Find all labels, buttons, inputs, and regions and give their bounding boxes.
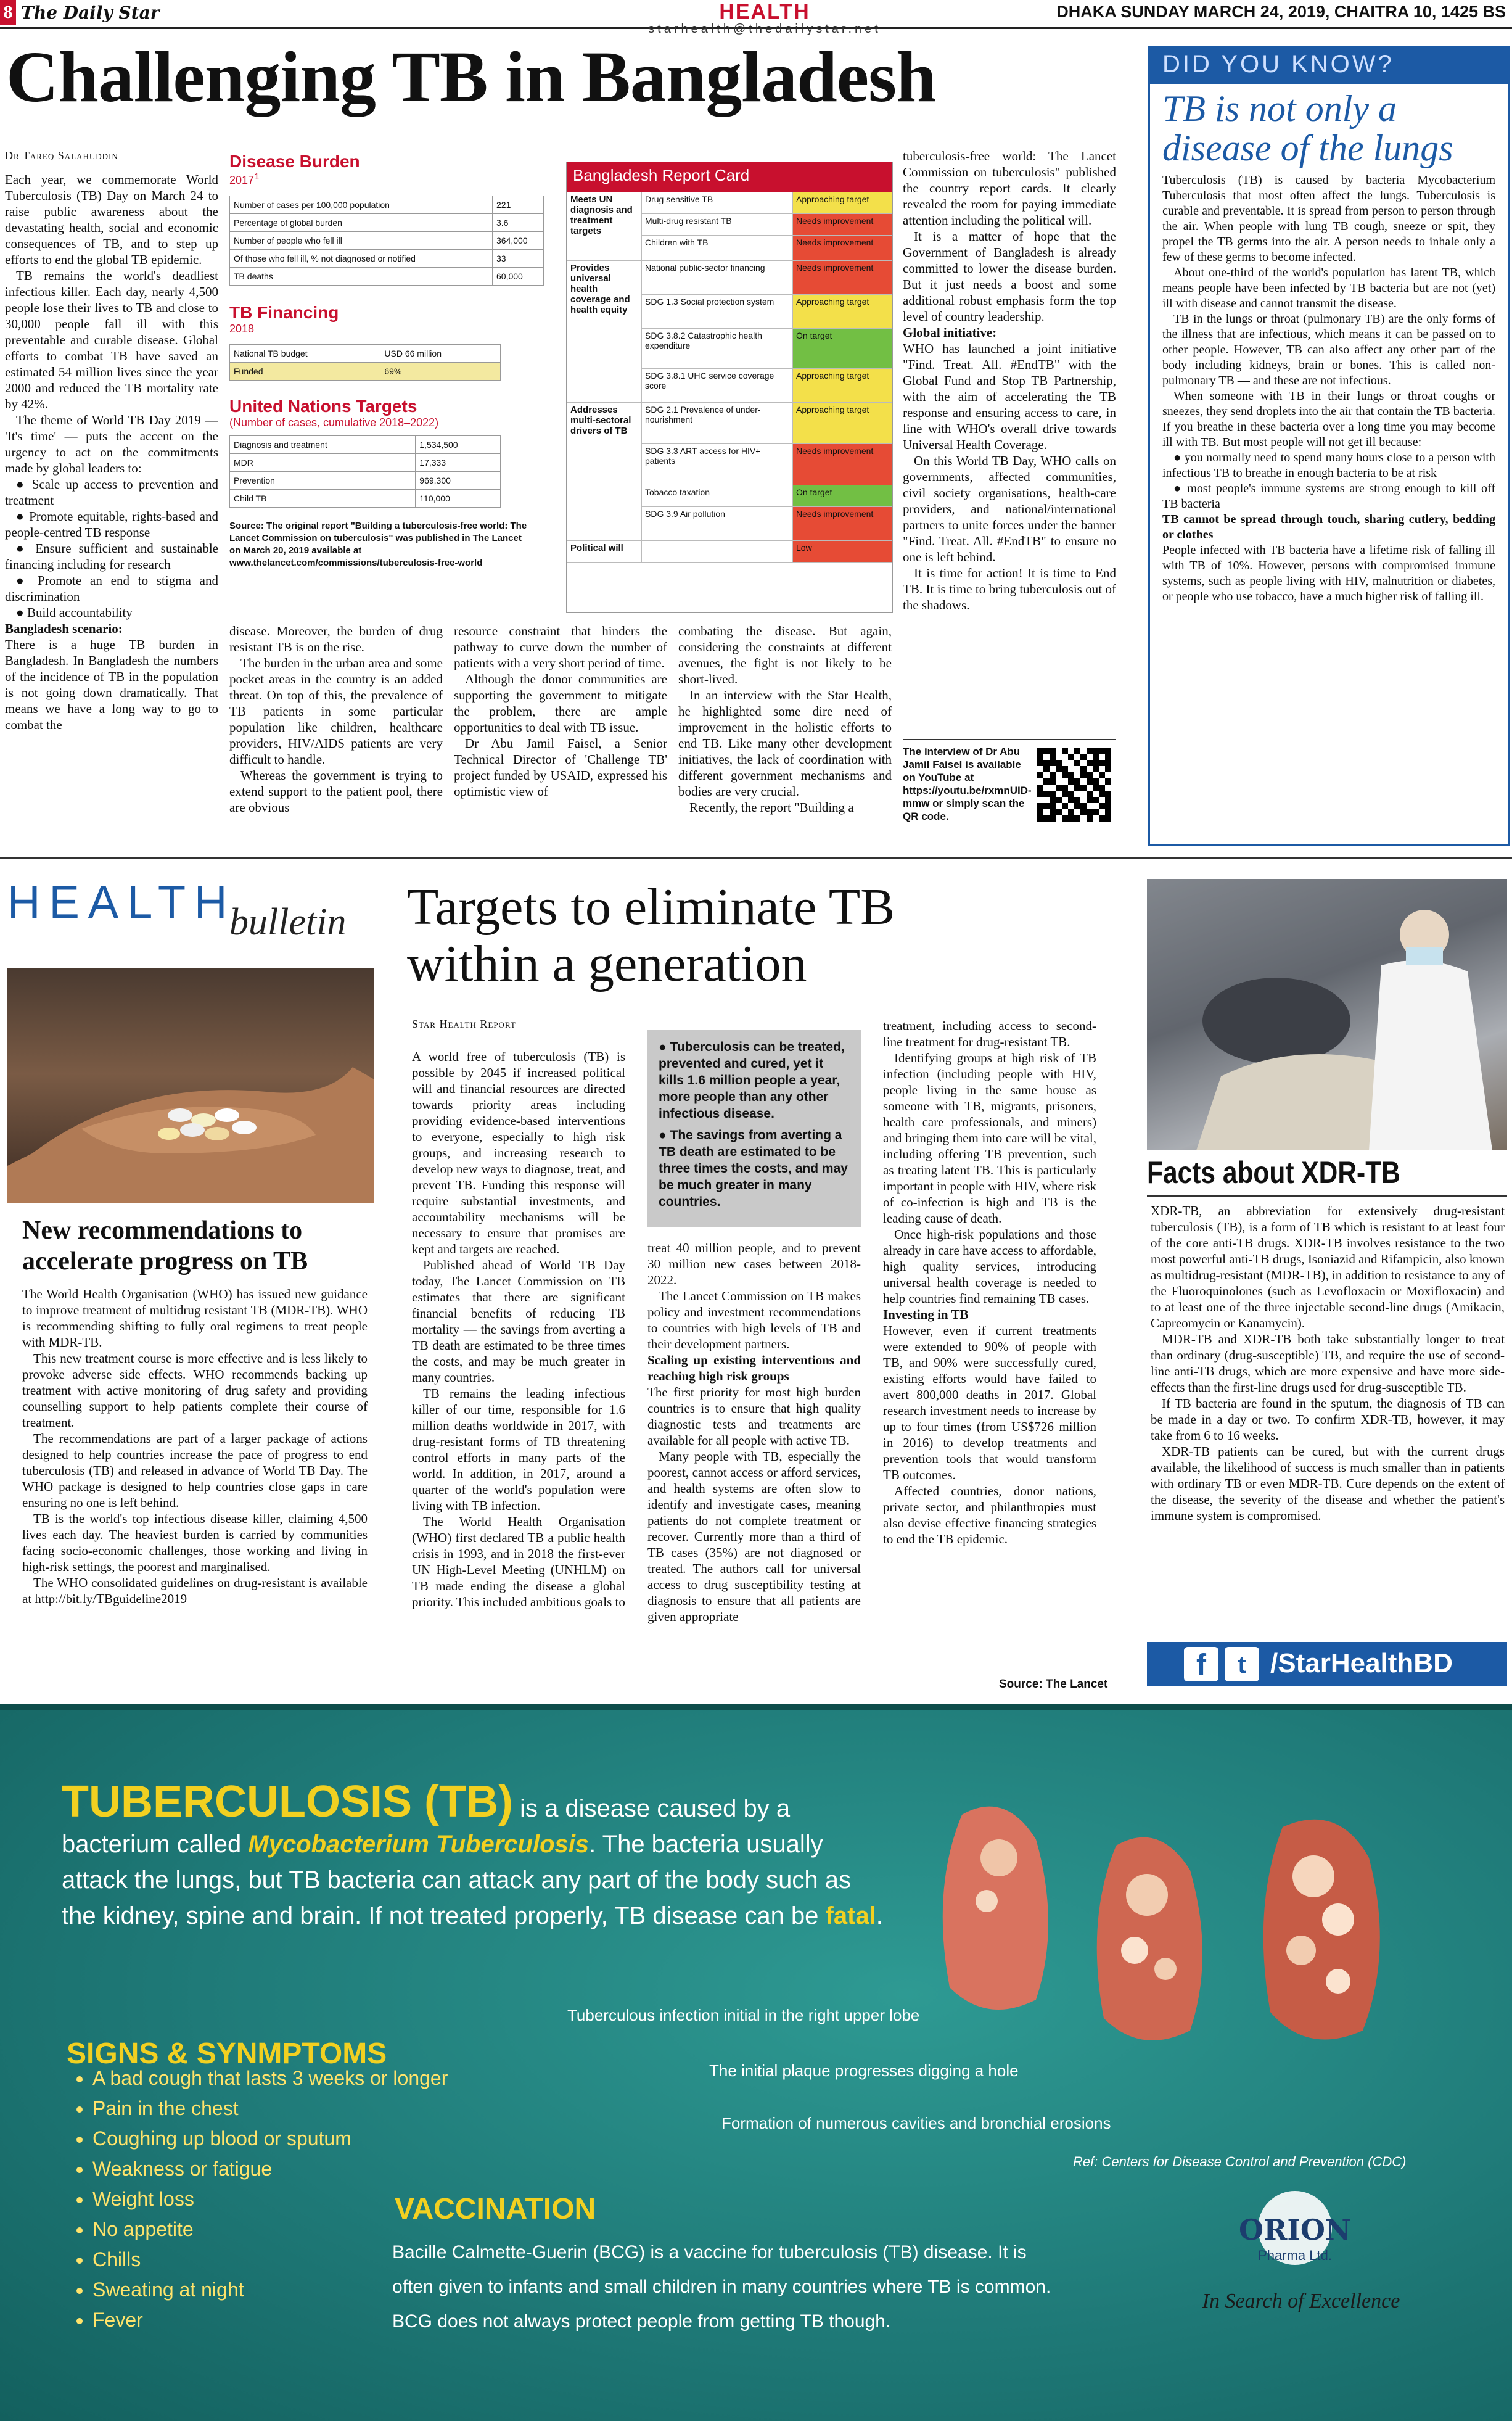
subheading: Global initiative: (903, 325, 997, 340)
box-subtitle: (Number of cases, cumulative 2018–2022) (229, 416, 439, 429)
paragraph: The burden in the urban area and some pocket areas in the country is an added threat. On top of this, the prevalence of TB patients in some particular population like children, healthcare providers, HIV/AIDS patients are very difficult to handle. (229, 656, 443, 767)
un-targets-table (229, 435, 501, 508)
list-item: • Pain in the chest (92, 2098, 448, 2119)
emphasis-text: TB cannot be spread through touch, sharing cutlery, bedding or clothes (1162, 513, 1495, 542)
bullet-item: Promote equitable, rights-based and people-centred TB response (5, 509, 218, 540)
paragraph: treatment, including access to second-line treatment for drug-resistant TB. (883, 1018, 1096, 1049)
paragraph: When someone with TB in their lungs or throat coughs or sneezes, they send droplets into the air that contain the TB bacteria. If you breathe in these bacteria over a long time you may become ill with TB. But most people will not get ill because: (1162, 389, 1496, 449)
brand-sub: Pharma Ltd. (1258, 2248, 1332, 2263)
table-row: Number of cases per 100,000 population 221 (230, 196, 544, 214)
pills-in-hand-photo (7, 968, 374, 1203)
qr-code-icon[interactable] (1037, 748, 1111, 822)
main-col-3 (454, 623, 667, 845)
list-item: • Weight loss (92, 2188, 448, 2209)
source-note: Source: The original report "Building a tuberculosis-free world: The Lancet Commission on tuberculosis" was published in The Lancet on March 20, 2019 available at www.thelancet.com/commissions/tuberculosis-free-world (229, 521, 527, 568)
main-col-2 (229, 623, 443, 845)
paragraph: About one-third of the world's population has latent TB, which means people have been infected by TB bacteria but are not (yet) ill with disease and cannot transmit the disease. (1162, 266, 1495, 310)
paragraph: Although the donor communities are supporting the government to mitigate the problem, there are ample opportunities to deal with TB issue. (454, 672, 667, 735)
paragraph: XDR-TB, an abbreviation for extensively drug-resistant tuberculosis (TB), is a form of TB which is resistant to at least four of the core anti-TB drugs. XDR-TB involves resistance to the two most powerful anti-TB drugs, Isoniazid and Rifampicin, also known as multidrug-resistant (MDR-TB), in addition to resistance to any of the Fluoroquinolones (such as Levofloxacin or Moxifloxacin) and to at least one of the three injectable second-line drugs (Amikacin, Capreomycin or Kanamycin). (1151, 1203, 1505, 1330)
table-row: Prevention 969,300 (230, 472, 501, 490)
subheading: Bangladesh scenario: (5, 621, 123, 636)
box-title: Disease Burden (229, 152, 360, 171)
disease-burden-box (229, 152, 553, 614)
table-row: Percentage of global burden 3.6 (230, 214, 544, 232)
bulletin-logo-sub: bulletin (229, 901, 347, 943)
lung-icon (1263, 1820, 1380, 2040)
brand-tagline: In Search of Excellence (1202, 2290, 1400, 2312)
paragraph: MDR-TB and XDR-TB both take substantially longer to treat than ordinary (drug-susceptible) TB, and require the use of second-line anti-TB drugs, which are more expensive and have more side-effects than the first-line drugs used for drug-susceptible TB. (1151, 1332, 1505, 1395)
paragraph: Recently, the report "Building a (689, 800, 854, 815)
paragraph: TB in the lungs or throat (pulmonary TB) are the only forms of the illness that are infectious, which means it can be passed on to other people. However, TB can also affect any other part of the body including kidneys, brain or bones. This is called non-pulmonary TB — and these are not infectious. (1162, 312, 1495, 387)
xdr-title: Facts about XDR-TB (1147, 1155, 1400, 1190)
bullet-item: Promote an end to stigma and discrimination (5, 573, 218, 604)
targets-headline: Targets to eliminate TB within a generation (407, 878, 895, 992)
paragraph: Dr Abu Jamil Faisel, a Senior Technical Director of 'Challenge TB' project funded by USAID, expressed his optimistic view of (454, 736, 667, 799)
paragraph: combating the disease. But again, considering the constraints at different avenues, the fight is not likely to be short-lived. (678, 624, 892, 687)
table-row: Of those who fell ill, % not diagnosed or notified 33 (230, 250, 544, 268)
bulletin-title: New recommendations to accelerate progress on TB (22, 1216, 308, 1276)
subheading: Investing in TB (883, 1307, 969, 1322)
list-item: • Sweating at night (92, 2279, 448, 2300)
list-item: • Chills (92, 2249, 448, 2270)
table-row: Multi-drug resistant TB Needs improvement (567, 214, 892, 236)
lung-icon (943, 1807, 1048, 2010)
ad-title: TUBERCULOSIS (TB) (62, 1777, 513, 1826)
paragraph: There is a huge TB burden in Bangladesh. In Bangladesh the numbers of the incidence of TB in the population is not going down dramatically. That means we have a long way to go to combat the (5, 637, 218, 732)
bullet-item: you normally need to spend many hours close to a person with infectious TB to breathe in enough bacteria to be at risk (1162, 451, 1495, 480)
table-row: SDG 1.3 Social protection system Approaching target (567, 295, 892, 329)
bullet-item: most people's immune systems are strong enough to kill off TB bacteria (1162, 482, 1495, 511)
highlight-item: The savings from averting a TB death are estimated to be three times the costs, and may be much greater in many countries. (659, 1128, 848, 1209)
xdr-body (1151, 1203, 1505, 1598)
subheading: Scaling up existing interventions and reaching high risk groups (647, 1353, 861, 1384)
bulletin-logo: HEALTH (7, 876, 236, 928)
paragraph: Whereas the government is trying to extend support to the patient pool, there are obvious (229, 768, 443, 815)
financing-table (229, 344, 501, 381)
paragraph: It is a matter of hope that the Government of Bangladesh is already committed to lower the disease burden. But it just needs a boost and some additional robust emphasis form the top level of country leadership. (903, 229, 1116, 324)
list-item: • Coughing up blood or sputum (92, 2128, 448, 2149)
paragraph: This new treatment course is more effective and is less likely to provoke adverse side effects. WHO recommends backing up treatment with active monitoring of drug safety and providing counselling support to help patients complete their course of treatment. (22, 1351, 368, 1430)
paragraph: TB remains the world's deadliest infectious killer. Each day, nearly 4,500 people lose their lives to TB and close to 30,000 people fall ill with this preventable and curable disease. Global efforts to combat TB have saved an estimated 54 million lives since the year 2000 and reduced the TB mortality rate by 42%. (5, 268, 218, 411)
table-row: National TB budget USD 66 million (230, 345, 501, 363)
table-row: Tobacco taxation On target (567, 485, 892, 507)
table-row: TB deaths 60,000 (230, 268, 544, 286)
signs-list (62, 2068, 448, 2340)
bullet-item: Ensure sufficient and sustainable financing including for research (5, 541, 218, 572)
bullet-item: Build accountability (27, 605, 133, 620)
box-title: TB Financing (229, 303, 339, 322)
vaccination-text: Bacille Calmette-Guerin (BCG) is a vaccine for tuberculosis (TB) disease. It is often given to infants and small children in many countries where TB is common. BCG does not always protect people from getting TB though. (392, 2242, 1051, 2332)
paragraph: treat 40 million people, and to prevent 30 million new cases between 2018-2022. (647, 1240, 861, 1287)
table-row: SDG 3.8.1 UHC service coverage score Approaching target (567, 369, 892, 403)
paragraph: It is time for action! It is time to End TB. It is time to bring tuberculosis out of the shadows. (903, 566, 1116, 612)
footnote: 1 (254, 171, 260, 182)
targets-byline: Star Health Report (412, 1018, 516, 1030)
main-byline: Dr Tareq Salahuddin (5, 149, 118, 162)
divider (1147, 1195, 1507, 1197)
paragraph: TB remains the leading infectious killer of our time, responsible for 1.6 million deaths worldwide in 2017, with drug-resistant forms of TB threatening control efforts in many parts of the world. In addition, in 2017, around a quarter of the world's population were living with TB infection. (412, 1386, 625, 1513)
dateline: DHAKA SUNDAY MARCH 24, 2019, CHAITRA 10, 1425 BS (1056, 2, 1506, 21)
lung-caption: Tuberculous infection initial in the right upper lobe (567, 2006, 920, 2024)
paragraph: tuberculosis-free world: The Lancet Commission on tuberculosis" published the country report cards. It clearly revealed the room for paying immediate attention including the political will. (903, 149, 1116, 228)
paragraph: The Lancet Commission on TB makes policy and investment recommendations to countries with high levels of TB and their development partners. (647, 1289, 861, 1351)
paragraph: The WHO consolidated guidelines on drug-resistant is available at http://bit.ly/TBguideline2019 (22, 1575, 368, 1606)
paragraph: disease. Moreover, the burden of drug resistant TB is on the rise. (229, 624, 443, 654)
lungs-illustration (913, 1765, 1505, 2086)
box-year: 2017 (229, 174, 255, 186)
sidebar-title: TB is not only a disease of the lungs (1162, 88, 1453, 168)
table-row: SDG 3.3 ART access for HIV+ patients Needs improvement (567, 444, 892, 485)
paragraph: Each year, we commemorate World Tuberculosis (TB) Day on March 24 to raise public awareness about the devastating health, social and economic consequences of TB, and to step up efforts to end the global TB epidemic. (5, 172, 218, 267)
highlight-item: Tuberculosis can be treated, prevented and cured, yet it kills 1.6 million people a year, more people than any other infectious disease. (659, 1040, 845, 1121)
paragraph: Many people with TB, especially the poorest, cannot access or afford services, and health systems are often slow to identify and investigate cases, meaning patients do not complete treatment or recover. Currently more than a third of TB cases (35%) are not diagnosed or treated. The authors call for universal access to drug susceptibility testing at diagnosis to ensure that all patients are given appropriate (647, 1449, 861, 1624)
box-year: 2018 (229, 323, 255, 335)
section-divider (0, 857, 1512, 859)
social-banner[interactable] (1147, 1642, 1507, 1686)
list-item: • A bad cough that lasts 3 weeks or longer (92, 2068, 448, 2089)
paragraph: TB is the world's top infectious disease killer, claiming 4,500 lives each day. The heaviest burden is carried by communities facing socio-economic challenges, those working and living in high-risk settings, the poorest and marginalised. (22, 1511, 368, 1574)
lung-caption: The initial plaque progresses digging a hole (709, 2061, 1019, 2080)
reference-note: Ref: Centers for Disease Control and Prevention (CDC) (1073, 2154, 1407, 2169)
paragraph: XDR-TB patients can be cured, but with the current drugs available, the likelihood of success is much smaller than in patients with ordinary TB or even MDR-TB. Cure depends on the extent of the disease, the severity of the disease and whether the patient's immune system is compromised. (1151, 1444, 1505, 1523)
targets-col-1 (412, 1049, 625, 1696)
section-email: starhealth@thedailystar.net (648, 22, 881, 36)
targets-source: Source: The Lancet (999, 1678, 1108, 1691)
interview-box (903, 739, 1116, 845)
paragraph: The first priority for most high burden countries is to ensure that high quality diagnostic tests and treatments are available for all people with active TB. (647, 1385, 861, 1448)
facebook-icon[interactable]: f (1184, 1647, 1218, 1681)
did-you-know-sidebar: DID YOU KNOW? TB is not only a disease of the lungs Tuberculosis (TB) is caused by bacteria Mycobacterium Tuberculosis that most often affect the lungs. Tuberculosis is curable and preventable. It is spread from person to person through the air. When people with lung TB cough, sneeze or spit, they propel the TB germs into the air. A person needs to inhale only a few of these germs to become infected. About one-third of the world's population has latent TB, which means people have been infected by TB bacteria but are not (yet) ill with disease and cannot transmit the disease. TB in the lungs or throat (pulmonary TB) are the only forms of the illness that are infectious, which means it can be passed on to other people. However, TB can also affect any other part of the body including kidneys, brain or bones. This is called non-pulmonary TB — and these are not infectious. When someone with TB in their lungs or throat coughs or sneezes, they send droplets into the air that contain the TB bacteria. If you breathe in these bacteria over a long time you may become ill with TB. But most people will not get ill because: ● you normally need to spend many hours close to a person with infectious TB to breathe in enough bacteria to be at risk ● most people's immune systems are strong enough to kill off TB bacteria TB cannot be spread through touch, sharing cutlery, bedding or clothes People infected with TB bacteria have a lifetime risk of falling ill with TB of 10%. However, persons with compromised immune systems, such as people living with HIV, malnutrition or diabetes, or people who use tobacco, have a much higher risk of falling ill. (1148, 46, 1510, 846)
table-row: SDG 3.8.2 Catastrophic health expenditure On target (567, 329, 892, 369)
report-card-title: Bangladesh Report Card (567, 162, 892, 192)
paragraph: Tuberculosis (TB) is caused by bacteria Mycobacterium Tuberculosis that most often affect the lungs. Tuberculosis is curable and preventable. It is spread from person to person through the air. When people with lung TB cough, sneeze or spit, they propel the TB germs into the air. A person needs to inhale only a few of these germs to become infected. (1162, 173, 1495, 264)
table-row: Children with TB Needs improvement (567, 236, 892, 261)
highlight-box: ● Tuberculosis can be treated, prevented and cured, yet it kills 1.6 million people a year, more people than any other infectious disease. ● The savings from averting a TB death are estimated to be three times the costs, and may be much greater in many countries. (647, 1030, 861, 1227)
paragraph: The theme of World TB Day 2019 — 'It's time' — puts the accent on the urgency to act on the commitments made by global leaders to: (5, 413, 218, 476)
box-title: United Nations Targets (229, 397, 417, 416)
burden-table (229, 196, 544, 286)
main-col-4 (678, 623, 892, 845)
table-row: Provides universal health coverage and health equity National public-sector financing Needs improvement (567, 261, 892, 295)
table-row: Diagnosis and treatment 1,534,500 (230, 436, 501, 454)
paragraph: In an interview with the Star Health, he highlighted some dire need of improvement in the holistic efforts to end TB. Like many other development initiatives, the lack of coordination with different government mechanisms and bodies are very crucial. (678, 688, 892, 799)
main-col-5 (903, 148, 1116, 734)
list-item: • Weakness or fatigue (92, 2158, 448, 2179)
page-number: 8 (0, 0, 16, 25)
paragraph: Published ahead of World TB Day today, The Lancet Commission on TB estimates that there are significant financial benefits of reducing TB mortality — the savings from averting a TB death are estimated to be three times the costs, and may be much greater in many countries. (412, 1258, 625, 1385)
paragraph: Identifying groups at high risk of TB infection (including people with HIV, people living in the same house as someone with TB, migrants, prisoners, health care professionals, and miners) and bringing them into care will be vital, including offering TB prevention, such as treating latent TB. This is particularly important in people with HIV, where risk of co-infection is high and TB is the leading cause of death. (883, 1050, 1096, 1226)
main-col-1: Each year, we commemorate World Tuberculosis (TB) Day on March 24 to raise public awareness about the devastating health, social and economic consequences of TB, and to step up efforts to end the global TB epidemic. TB remains the world's deadliest infectious killer. Each day, nearly 4,500 people lose their lives to TB and close to 30,000 people fall ill with this preventable and curable disease. Global efforts to combat TB have saved an estimated 54 million lives since the year 2000 and reduced the TB mortality rate by 42%. The theme of World TB Day 2019 — 'It's time' — puts the accent on the urgency to act on the commitments made by global leaders to: ● Scale up access to prevention and treatment ● Promote equitable, rights-based and people-centred TB response ● Ensure sufficient and sustainable financing including for research ● Promote an end to stigma and discrimination ● Build accountability Bangladesh scenario: There is a huge TB burden in Bangladesh. In Bangladesh the numbers of the incidence of TB in the population is not going down dramatically. That means we have a long way to go to combat the (5, 172, 218, 732)
table-row: Meets UN diagnosis and treatment targets Drug sensitive TB Approaching target (567, 192, 892, 214)
targets-col-2 (647, 1240, 861, 1696)
signs-title: SIGNS & SYNMPTOMS (67, 2037, 387, 2070)
table-row: Number of people who fell ill 364,000 (230, 232, 544, 250)
vaccination-title: VACCINATION (395, 2193, 596, 2225)
orion-logo (1190, 2191, 1400, 2271)
paragraph: Once high-risk populations and those already in care have access to affordable, high quality services, introducing universal health coverage is needed to help countries find remaining TB cases. (883, 1227, 1096, 1306)
list-item: • No appetite (92, 2219, 448, 2240)
bullet-item: Scale up access to prevention and treatment (5, 477, 218, 508)
list-item: • Fever (92, 2309, 448, 2330)
paragraph: resource constraint that hinders the pathway to curve down the number of patients with a very short period of time. (454, 624, 667, 670)
table-row: Political will Low (567, 541, 892, 563)
sidebar-label: DID YOU KNOW? (1150, 48, 1508, 84)
bulletin-body (22, 1286, 368, 1681)
section-name: HEALTH (719, 0, 810, 23)
brand-name: ORION (1239, 2213, 1351, 2246)
interview-note[interactable]: The interview of Dr Abu Jamil Faisel is available on YouTube at https://youtu.be/rxmnUID-mmw or simply scan the QR code. (903, 746, 1032, 822)
table-row: Funded 69% (230, 363, 501, 381)
table-row: Child TB 110,000 (230, 490, 501, 508)
paragraph: If TB bacteria are found in the sputum, the diagnosis of TB can be made in a day or two. To confirm XDR-TB, however, it may take from 6 to 16 weeks. (1151, 1396, 1505, 1443)
table-row: Addresses multi-sectoral drivers of TB SDG 2.1 Prevalence of under-nourishment Approaching target (567, 403, 892, 444)
paragraph: The World Health Organisation (WHO) first declared TB a public health crisis in 1993, and in 2018 the first-ever UN High-Level Meeting (UNHLM) on TB made ending the disease a global priority. This included ambitious goals to (412, 1514, 625, 1609)
twitter-icon[interactable]: t (1225, 1647, 1259, 1681)
main-headline: Challenging TB in Bangladesh (6, 36, 936, 117)
paragraph: The recommendations are part of a larger package of actions designed to help countries increase the pace of progress to end tuberculosis (TB) and released in advance of World TB Day. The WHO package is designed to help countries close gaps in care ensuring no one is left behind. (22, 1431, 368, 1510)
table-row: SDG 3.9 Air pollution Needs improvement (567, 507, 892, 541)
paragraph: WHO has launched a joint initiative "Find. Treat. All. #EndTB" with the Global Fund and Stop TB Partnership, with the aim of accelerating the TB response and ensuring access to care, in line with WHO's overall drive towards Universal Health Coverage. (903, 341, 1116, 452)
masthead-logo: The Daily Star (21, 2, 160, 23)
social-handle[interactable]: /StarHealthBD (1270, 1648, 1453, 1678)
table-row: MDR 17,333 (230, 454, 501, 472)
targets-col-3 (883, 1018, 1096, 1675)
report-card (566, 162, 893, 613)
ad-intro: TUBERCULOSIS (TB) is a disease caused by a bacterium called Mycobacterium Tuberculosis. The bacteria usually attack the lungs, but TB bacteria can attack any part of the body such as the kidney, spine and brain. If not treated properly, TB disease can be fatal. (62, 1777, 883, 1929)
paragraph: On this World TB Day, WHO calls on governments, affected communities, civil society organisations, health-care providers, and national/international partners to unite forces under the banner "Find. Treat. All. #EndTB" to ensure no one is left behind. (903, 453, 1116, 564)
paragraph: People infected with TB bacteria have a lifetime risk of falling ill with TB of 10%. However, persons with compromised immune systems, such as people living with HIV, malnutrition or diabetes, or people who use tobacco, have a much higher risk of falling ill. (1162, 543, 1495, 603)
orion-ad (0, 1704, 1512, 2421)
paragraph: However, even if current treatments were extended to 90% of people with TB, and 90% were successfully cured, existing efforts would have failed to avert 800,000 deaths in 2017. Global research investment needs to increase by up to four times (from US$726 million in 2016) to develop treatments and prevention tools that would transform TB outcomes. (883, 1323, 1096, 1482)
paragraph: A world free of tuberculosis (TB) is possible by 2045 if increased political will and financial resources are directed towards priority areas including providing evidence-based interventions to everyone, especially to high risk groups, and increasing research to develop new ways to diagnose, treat, and prevent TB. Funding this response will require substantial investments, and accountability mechanisms will be necessary to ensure that promises are kept and targets are reached. (412, 1049, 625, 1256)
paragraph: The World Health Organisation (WHO) has issued new guidance to improve treatment of multidrug resistant TB (MDR-TB). WHO is recommending shifting to fully oral regimens to treat people with MDR-TB. (22, 1287, 368, 1350)
paragraph: Affected countries, donor nations, private sector, and philanthropies must also devise effective financing strategies to end the TB epidemic. (883, 1483, 1096, 1546)
lung-icon (1097, 1837, 1202, 2040)
patient-doctor-photo (1147, 879, 1507, 1150)
lung-caption: Formation of numerous cavities and bronchial erosions (721, 2114, 1111, 2132)
